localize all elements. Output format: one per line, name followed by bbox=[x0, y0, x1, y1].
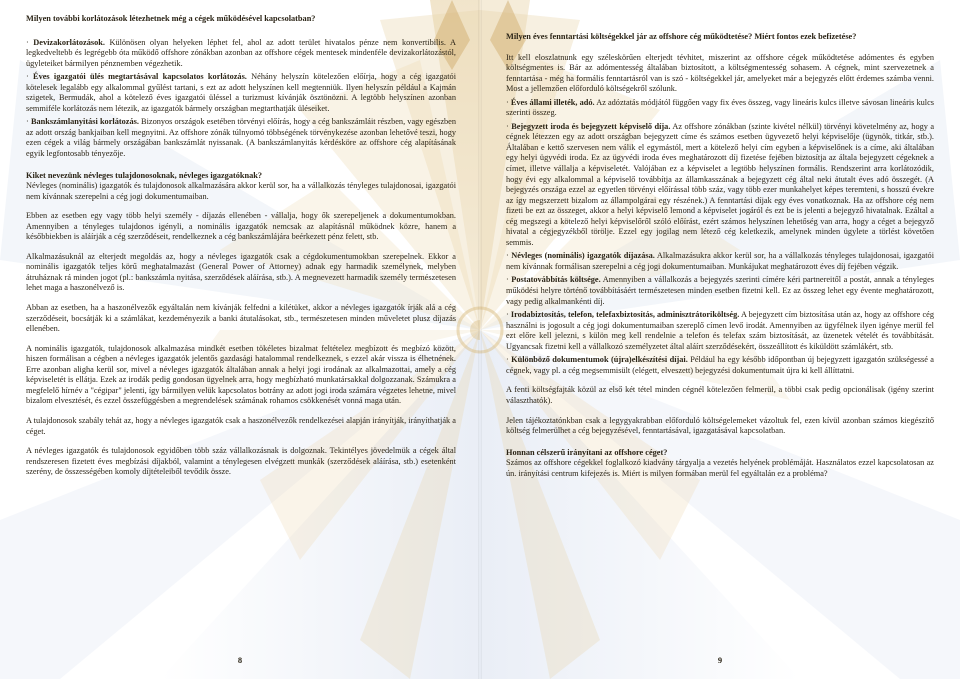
restrictions-heading: Milyen további korlátozások létezhetnek még a cégek működésével kapcsolatban? bbox=[26, 14, 316, 23]
state-fee-item: · Éves állami illeték, adó. Az adóztatás módjától függően vagy fix éves összeg, vagy lineáris kulcs illetve sávosan lineáris kulcs szerinti összeg. bbox=[506, 97, 934, 118]
nominee-paragraph-7: A névleges igazgatók és tulajdonosok egyidőben több száz vállalkozásnak is dolgoznak. Tekintélyes jövedelmük a cégek által rendszeresen fizetett éves megbízási díjakból, valamint a ténylegesen elvégzett munkák (szerződések aláírása, stb.) esetenként szerény, de összességében komoly díjtételeiből tevődik össze. bbox=[26, 446, 456, 477]
right-page bbox=[480, 0, 960, 679]
bank-account-item: · Bankszámlanyitási korlátozás. Bizonyos országok esetében törvényi előírás, hogy a cég bankszámláit részben, vagy egészben az adott ország bankjaiban kell megnyitni. Az offshore zónák túlnyomó többségének törvénykezése azonban lehetővé teszi, hogy ezen cégek a világ bármely országában bankszámlát nyissanak. (A bankszámlanyitás kérdésköre az offshore cég alapításának egyik legfontosabb tényezője. bbox=[26, 117, 457, 159]
nominee-paragraph-2: Ebben az esetben egy vagy több helyi személy - díjazás ellenében - vállalja, hogy ők szerepeljenek a dokumentumokban. Amennyiben a tényleges tulajdonos igényli, a nominális igazgatók nemcsak az alapításnál működnek közre, hanem a későbbiekben is aláírják a cég szerződéseit, rendelkeznek a cég bankszámlájára beérkezett pénz felett, stb. bbox=[26, 211, 456, 242]
director-meeting-text: Néhány helyszín kötelezően előírja, hogy a cég igazgatói kötelesek legalább egy alkalommal gyűlést tartani, s ezt az adott helyszínen kell megtenniük. Ilyen helyszín például a Kajmán szigetek, Bermudák, ahol a kötelező éves igazgatói üléssel a turizmust kívánják ösztönözni. A legtöbb helyszínen azonban semmiféle korlátozás nem létezik, az igazgatók bármely országban megtarthatják üléseiket. bbox=[26, 72, 456, 113]
document-fees-item: · Különböző dokumentumok (újra)elkészítési díjai. Például ha egy később időpontban új bejegyzett igazgatón szükségessé a cégnek, vagy pl. a cég megsemmisült (elégett, elveszett) bejegyzési dokumentumait újra ki kell állíttatni. bbox=[506, 355, 934, 375]
nominee-heading: Kiket nevezünk névleges tulajdonosoknak, névleges igazgatóknak? bbox=[26, 170, 263, 180]
office-services-text: A bejegyzett cím biztosítása után az, hogy az offshore cég használni is jogosult a cég jogi dokumentumaiban szereplő címen levő irodát. Amennyiben az ügyfélnek ilyen igénye merül fel ezt előre kell jelezni, s külön meg kell rendelnie a telefon és telefax szám biztosítását, az üzenetek vételét és továbbítását. Ugyancsak fizetni kell a vállalkozó személyzetet által aláírt szerződésekért, összeállított és kiküldött számlákért, stb. bbox=[506, 310, 934, 351]
nominee-paragraph-3: Alkalmazásuknál az elterjedt megoldás az, hogy a névleges igazgatók csak a cégdokumentumokban szerepelnek. Ekkor a nominális igazgatók teljes körű meghatalmazást (General Power of Attorney) adnak egy harmadik személynek, melyben átruháznak rá minden jogot (pl.: bankszámla nyitása, szerződések aláírása, stb.). A megnevezett harmadik személy természetesen lehet maga a haszonélvező is. bbox=[26, 251, 456, 293]
bank-account-title: Bankszámlanyitási korlátozás. bbox=[30, 117, 139, 127]
state-fee-title: Éves állami illeték, adó. bbox=[510, 97, 595, 107]
nominee-fee-item: · Névleges (nominális) igazgatók díjazása. Alkalmazásukra akkor kerül sor, ha a vállalkozás tényleges tulajdonosai, igazgatói nem kívánnak formálisan szerepelni a cég jogi dokumentumaiban. Munkájukat meghatározott éves díj fejében végzik. bbox=[506, 251, 934, 271]
nominee-fee-text: Alkalmazásukra akkor kerül sor, ha a vállalkozás tényleges tulajdonosai, igazgatói nem kívánnak formálisan szerepelni a cég jogi dokumentumaiban. Munkájukat meghatározott éves díj fejében végzik. bbox=[506, 251, 934, 271]
office-services-item: · Irodabiztosítás, telefon, telefaxbiztosítás, adminisztrátoriköltség. A bejegyzett cím biztosítása után az, hogy az offshore cég használni is jogosult a cég jogi dokumentumaiban szereplő címen levő irodát. Amennyiben az ügyfélnek ilyen igénye merül fel ezt előre kell jelezni, s külön meg kell rendelnie a telefon és telefax szám biztosítását, az üzenetek vételét és továbbítását. Ugyancsak fizetni kell a vállalkozó személyzetet által aláírt szerződésekért, összeállított és kiküldött számlákért, stb. bbox=[506, 310, 934, 351]
state-fee-text: Az adóztatás módjától függően vagy fix éves összeg, vagy lineáris kulcs illetve sávosan lineáris kulcs szerinti összeg. bbox=[506, 97, 934, 118]
costs-heading: Milyen éves fenntartási költségekkel jár az offshore cég működtetése? Miért fontos ezek befizetése? bbox=[506, 32, 857, 41]
nominee-fee-title: Névleges (nominális) igazgatók díjazása. bbox=[511, 251, 655, 261]
registered-office-item: · Bejegyzett iroda és bejegyzett képviselő díja. Az offshore zónákban (szinte kivétel nélkül) törvényi követelmény az, hogy a cégnek létezzen egy az adott országban bejegyzett címe és számos esetben ügyvezető helyi képviselője (ügynök, titkár, stb.). Általában e kettő szervesen nem válik el egymástól, mert a kötelező helyi cím egyben a képviselőnek is a címe, aki általában egy helyi ügyvédi iroda. Ez az ügyvédi iroda éves meghatározott díj fizetése fejében biztosítja az általa bejegyzett cégeknek a címet, illetve vállalja a képviseletét. Valójában ez a képviselet a legtöbb helyszínen formális. Rendszerint arra korlátozódik, hogy évi egy alkalommal a képviselő továbbítja az államkasszának a bejegyzett cég által neki átutalt éves adó összegét. (A bejegyzés országa ezzel az egyetlen törvényi előírással több száz, vagy több ezer munkahelyet képes teremteni, s hosszú évekre az így megszerzett bizalom az állampolgárai egy részének.) A fenntartási díjak egy éves vonatkoznak. Ha az offshore cég nem fizeti be ezt az összeget, akkor a helyi képviselő lemond a képviselet jogáról és ezt be is jelenti a bejegyző hivatalnak. Ezáltal a cég megszegi a kötelező helyi képviselőről szóló előírást, ezért számos helyszínen lehetőség van arra, hogy a céget a bejegyző hivatal a cégjegyzékből törölje. Ezzel egy jogilag nem létező cég keletkezik, amelynek minden ügylete a törlést követően semmis. bbox=[506, 121, 934, 247]
management-heading: Honnan célszerű irányítani az offshore céget? bbox=[506, 447, 668, 457]
currency-restrictions-title: Devizakorlátozások. bbox=[33, 37, 105, 47]
mail-forwarding-text: Amennyiben a vállalkozás a bejegyzés szerinti címére kéri partnereitől a postát, annak a tényleges működési helyre történő továbbításáért természetesen minden esetben fizetni kell. Ez az összeg lehet egy évente meghatározott, vagy pedig alkalmankénti díj. bbox=[506, 275, 934, 306]
nominee-paragraph-6: A tulajdonosok szabály tehát az, hogy a névleges igazgatók csak a haszonélvezők rendelkezései alapján irányítják, irányíthatják a céget. bbox=[26, 415, 456, 436]
office-services-title: Irodabiztosítás, telefon, telefaxbiztosítás, adminisztrátoriköltség. bbox=[510, 310, 740, 320]
page-number-right: 9 bbox=[717, 655, 723, 665]
management-paragraph: Számos az offshore cégekkel foglalkozó kiadvány tárgyalja a vezetés helyének problémáját. Használatos ezzel kapcsolatosan az ún. irányítási centrum kifejezés is. Miért is milyen formában merül fel egyáltalán ez a probléma? bbox=[506, 458, 934, 478]
page-gutter bbox=[478, 0, 482, 679]
director-meeting-title: Éves igazgatói ülés megtartásával kapcsolatos korlátozás. bbox=[33, 72, 247, 82]
bank-account-text: Bizonyos országok esetében törvényi előírás, hogy a cég bankszámláit részben, vagy egészben az adott ország bankjaiban kell megnyitni. Az offshore zónák túlnyomó többségének törvénykezése azonban lehetővé teszi, hogy ezen cégek a világ bármely országában bankszámlát nyissanak. (A bankszámlanyitás kérdésköre az offshore cég alapításának egyik legfontosabb tényezője. bbox=[26, 117, 457, 159]
currency-restrictions-item: · Devizakorlátozások. Különösen olyan helyeken léphet fel, ahol az adott terület hivatalos pénze nem konvertibilis. A legkedveltebb és legrégebb óta működő offshore zónákban azonban az offshore cégek mentesek mindenféle devizakorlátozástól, ügyleteiket bármilyen pénznemben végezhetik. bbox=[26, 37, 456, 68]
nominee-paragraph-4: Abban az esetben, ha a haszonélvezők egyáltalán nem kívánják felfedni a kilétüket, akkor a névleges igazgatók írják alá a cég szerződéseit, bocsátják ki a számlákat, kezdeményezik a banki átutalásokat, stb., természetesen minden műveletet plusz díjazás ellenében. bbox=[26, 303, 456, 334]
nominee-paragraph-5: A nominális igazgatók, tulajdonosok alkalmazása mindkét esetben tökéletes bizalmat feltételez megbízott és megbízó között, hiszen formálisan a cégben a névleges igazgatók jelentős gazdasági hatalommal rendelkeznek, s ezzel akár vissza is élhetnének. Erre azonban aligha kerül sor, mivel a névleges igazgatók általában annak a helyi jogi irodának az alkalmazottai, amely a cég képviseletét is ellátja. Ezek az irodák pedig gondosan ügyelnek arra, hogy megbízható munkatársakkal dolgozzanak. Számukra a megfelelő hírnév a "cégipar" jelenti, így bármilyen velük kapcsolatos botrány az adott jogi iroda számára végzetes lehetne, mivel bizalom elvesztését, és ezzel összefüggésben a megrendelések számának rohamos csökkenését vonná maga után. bbox=[26, 343, 456, 406]
currency-restrictions-text: Különösen olyan helyeken léphet fel, ahol az adott terület hivatalos pénze nem konvertibilis. A legkedveltebb és legrégebb óta működő offshore zónákban azonban az offshore cégek mentesek mindenféle devizakorlátozástól, ügyleteiket bármilyen pénznemben végezhetik. bbox=[26, 37, 456, 68]
mail-forwarding-item: · Postatovábbítás költsége. Amennyiben a vállalkozás a bejegyzés szerinti címére kéri partnereitől a postát, annak a tényleges működési helyre történő továbbításáért természetesen minden esetben fizetni kell. Ez az összeg lehet egy évente meghatározott, vagy pedig alkalmankénti díj. bbox=[506, 275, 934, 306]
nominee-paragraph-1: Névleges (nominális) igazgatók és tulajdonosok alkalmazására akkor kerül sor, ha a vállalkozás tényleges tulajdonosai, igazgatói nem kívánnak szerepelni a cég jogi dokumentumaiban. bbox=[26, 181, 456, 201]
costs-paragraph-b: Jelen tájékoztatónkban csak a legygyakrabban előforduló költségelemeket vázoltuk fel, ezen kívül azonban számos kiegészítő költség felmerülhet a cég bejegyzésével, fenntartásával, igazgatásával kapcsolatban. bbox=[506, 415, 934, 436]
mail-forwarding-title: Postatovábbítás költsége. bbox=[511, 275, 601, 285]
costs-intro: Itt kell eloszlatnunk egy széleskörűen elterjedt tévhitet, miszerint az offshore cégek működtetése adómentes és egyben költségmentes is. Bár az adómentesség általában biztosított, a költségmentesség sohasem. A cégnek, mint szervezetnek a fenntartása - még ha formális fenntartásról van is szó - költségekkel jár, amelyeket már a bejegyzés előtt érdemes számba venni. Most a jellemzően előforduló költségekről szólunk. bbox=[506, 52, 934, 94]
right-page-content bbox=[506, 32, 934, 479]
document-fees-text: Például ha egy később időpontban új bejegyzett igazgatón szükségessé a cégnek, vagy pl. a cég megsemmisült (elégett, elveszett) bejegyzési dokumentumait újra ki kell állíttatni. bbox=[506, 355, 934, 375]
registered-office-title: Bejegyzett iroda és bejegyzett képviselő díja. bbox=[511, 121, 671, 131]
director-meeting-item: · Éves igazgatói ülés megtartásával kapcsolatos korlátozás. Néhány helyszín kötelezően előírja, hogy a cég igazgatói kötelesek legalább egy alkalommal gyűlést tartani, s ezt az adott helyszínen kell megtenniük. Ilyen helyszín például a Kajmán szigetek, Bermudák, ahol a kötelező éves igazgatói üléssel a turizmust kívánják ösztönözni. A legtöbb helyszínen azonban semmiféle korlátozás nem létezik, az igazgatók bármely országban megtarthatják üléseiket. bbox=[26, 72, 456, 113]
costs-paragraph-a: A fenti költségfajták közül az első két tétel minden cégnél kötelezően felmerül, a többi csak pedig opcionálisak (igény szerint választhatók). bbox=[506, 385, 934, 405]
document-fees-title: Különböző dokumentumok (újra)elkészítési díjai. bbox=[511, 355, 688, 365]
left-page-content bbox=[26, 14, 456, 478]
page-number-left: 8 bbox=[237, 655, 243, 665]
registered-office-text: Az offshore zónákban (szinte kivétel nélkül) törvényi követelmény az, hogy a cégnek létezzen egy az adott országban bejegyzett címe és számos esetben ügyvezető helyi képviselője (ügynök, titkár, stb.). Általában e kettő szervesen nem válik el egymástól, mert a kötelező helyi cím egyben a képviselőnek is a címe, aki általában egy helyi ügyvédi iroda. Ez az ügyvédi iroda éves meghatározott díj fizetése fejében biztosítja az általa bejegyzett cégeknek a címet, illetve vállalja a képviseletét. Valójában ez a képviselet a legtöbb helyszínen formális. Rendszerint arra korlátozódik, hogy évi egy alkalommal a képviselő továbbítja az államkasszának a bejegyzett cég által neki átutalt éves adó összegét. (A bejegyzés országa ezzel az egyetlen törvényi előírással több száz, vagy több ezer munkahelyet képes teremteni, s hosszú évekre az így megszerzett bizalom az állampolgárai egy részének.) A fenntartási díjak egy éves vonatkoznak. Ha az offshore cég nem fizeti be ezt az összeget, akkor a helyi képviselő lemond a képviselet jogáról és ezt be is jelenti a bejegyző hivatalnak. Ezáltal a cég megszegi a kötelező helyi képviselőről szóló előírást, ezért számos helyszínen lehetőség van arra, hogy a céget a bejegyző hivatal a cégjegyzékből törölje. Ezzel egy jogilag nem létező cég keletkezik, amelynek minden ügylete a törlést követően semmis. bbox=[506, 121, 934, 247]
